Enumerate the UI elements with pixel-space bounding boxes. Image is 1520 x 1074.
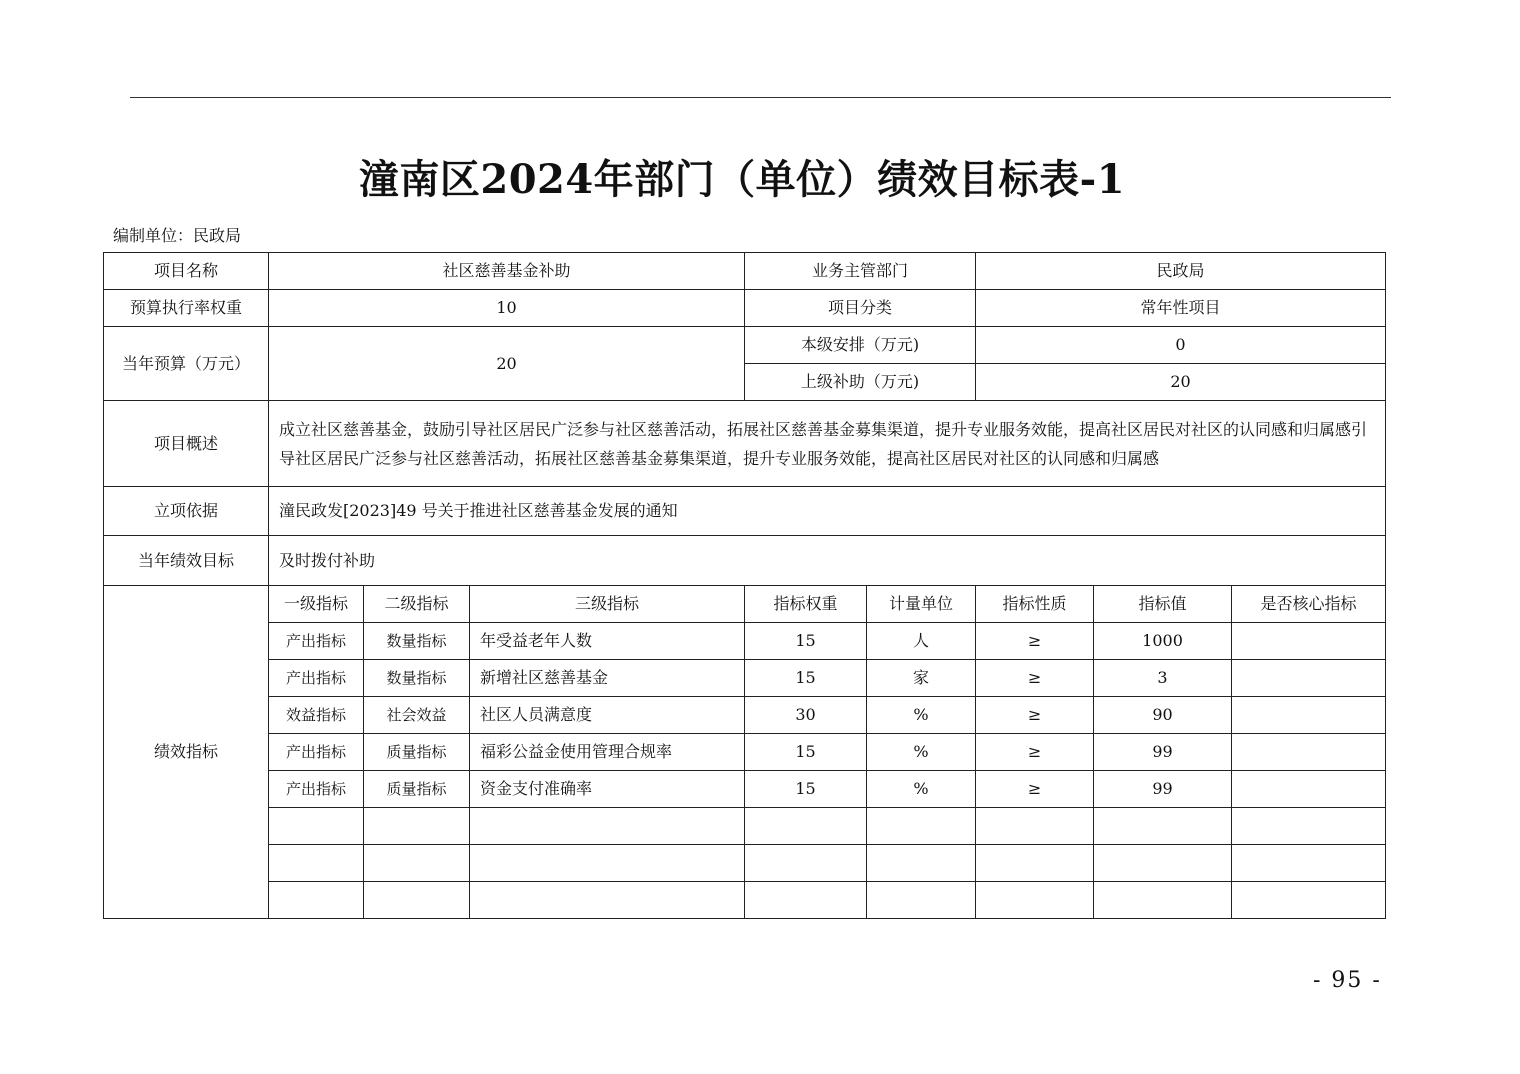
budget-label: 当年预算（万元） (104, 327, 269, 401)
indicator-nature-cell (976, 808, 1094, 845)
indicator-weight-cell: 15 (745, 660, 867, 697)
page-number: - 95 - (1313, 968, 1382, 993)
indicator-value-cell (1094, 808, 1232, 845)
indicator-row (104, 623, 1386, 660)
indicator-row (104, 845, 1386, 882)
indicator-level1-cell: 产出指标 (269, 623, 364, 660)
indicator-row (104, 882, 1386, 919)
indicator-value-cell: 1000 (1094, 623, 1232, 660)
indicator-level2-cell: 数量指标 (364, 660, 470, 697)
local-funding-label: 本级安排（万元) (745, 327, 976, 364)
indicator-core-cell (1232, 697, 1386, 734)
indicator-unit-cell: % (867, 697, 976, 734)
indicator-row (104, 771, 1386, 808)
indicator-section (104, 586, 1386, 919)
indicator-weight-cell (745, 845, 867, 882)
indicator-level1-cell (269, 882, 364, 919)
header-level1: 一级指标 (269, 586, 364, 623)
indicator-core-cell (1232, 771, 1386, 808)
page-title: 潼南区2024年部门（单位）绩效目标表-1 (358, 156, 1126, 203)
local-funding-value: 0 (976, 327, 1386, 364)
indicator-level3-cell: 资金支付准确率 (470, 771, 745, 808)
indicator-level3-cell (470, 882, 745, 919)
indicator-value-cell (1094, 845, 1232, 882)
execution-weight-value: 10 (269, 290, 745, 327)
indicator-level3-cell (470, 808, 745, 845)
project-info (104, 253, 1386, 586)
indicator-unit-cell: % (867, 734, 976, 771)
indicator-level3-cell: 福彩公益金使用管理合规率 (470, 734, 745, 771)
indicator-core-cell (1232, 660, 1386, 697)
indicator-unit-cell: 人 (867, 623, 976, 660)
indicator-weight-cell: 15 (745, 623, 867, 660)
upper-subsidy-value: 20 (976, 364, 1386, 401)
indicator-weight-cell (745, 808, 867, 845)
indicator-level3-cell: 年受益老年人数 (470, 623, 745, 660)
indicator-level2-cell: 质量指标 (364, 771, 470, 808)
indicator-level1-cell: 效益指标 (269, 697, 364, 734)
indicator-level1-cell (269, 845, 364, 882)
header-value: 指标值 (1094, 586, 1232, 623)
indicator-nature-cell (976, 882, 1094, 919)
indicator-value-cell (1094, 882, 1232, 919)
indicator-row (104, 734, 1386, 771)
header-core: 是否核心指标 (1232, 586, 1386, 623)
indicator-unit-cell (867, 845, 976, 882)
budget-value: 20 (269, 327, 745, 401)
indicator-level1-cell: 产出指标 (269, 660, 364, 697)
overview-label: 项目概述 (104, 401, 269, 487)
header-level2: 二级指标 (364, 586, 470, 623)
indicator-value-cell: 90 (1094, 697, 1232, 734)
indicator-nature-cell: ≥ (976, 697, 1094, 734)
indicator-level2-cell: 社会效益 (364, 697, 470, 734)
indicator-nature-cell (976, 845, 1094, 882)
indicator-section-label: 绩效指标 (104, 586, 269, 919)
upper-subsidy-label: 上级补助（万元) (745, 364, 976, 401)
indicator-weight-cell: 30 (745, 697, 867, 734)
indicator-level1-cell (269, 808, 364, 845)
indicator-core-cell (1232, 808, 1386, 845)
header-weight: 指标权重 (745, 586, 867, 623)
indicator-weight-cell: 15 (745, 734, 867, 771)
indicator-unit-cell: 家 (867, 660, 976, 697)
annual-goal-label: 当年绩效目标 (104, 536, 269, 586)
project-name-value: 社区慈善基金补助 (269, 253, 745, 290)
indicator-unit-cell: % (867, 771, 976, 808)
indicator-core-cell (1232, 734, 1386, 771)
compiling-unit: 编制单位：民政局 (113, 226, 242, 245)
indicator-level1-cell: 产出指标 (269, 771, 364, 808)
indicator-weight-cell (745, 882, 867, 919)
indicator-value-cell: 3 (1094, 660, 1232, 697)
indicator-level3-cell (470, 845, 745, 882)
department-label: 业务主管部门 (745, 253, 976, 290)
project-name-label: 项目名称 (104, 253, 269, 290)
indicator-header-row (104, 586, 1386, 623)
header-level3: 三级指标 (470, 586, 745, 623)
indicator-level2-cell: 质量指标 (364, 734, 470, 771)
execution-weight-label: 预算执行率权重 (104, 290, 269, 327)
basis-text: 潼民政发[2023]49 号关于推进社区慈善基金发展的通知 (269, 487, 1386, 536)
indicator-level2-cell (364, 808, 470, 845)
indicator-level3-cell: 社区人员满意度 (470, 697, 745, 734)
category-value: 常年性项目 (976, 290, 1386, 327)
indicator-nature-cell: ≥ (976, 734, 1094, 771)
indicator-core-cell (1232, 623, 1386, 660)
indicator-value-cell: 99 (1094, 771, 1232, 808)
department-value: 民政局 (976, 253, 1386, 290)
performance-target-table (103, 252, 1386, 919)
indicator-level1-cell: 产出指标 (269, 734, 364, 771)
indicator-value-cell: 99 (1094, 734, 1232, 771)
category-label: 项目分类 (745, 290, 976, 327)
annual-goal-text: 及时拨付补助 (269, 536, 1386, 586)
indicator-nature-cell: ≥ (976, 623, 1094, 660)
indicator-weight-cell: 15 (745, 771, 867, 808)
indicator-unit-cell (867, 808, 976, 845)
indicator-core-cell (1232, 845, 1386, 882)
header-unit: 计量单位 (867, 586, 976, 623)
indicator-level3-cell: 新增社区慈善基金 (470, 660, 745, 697)
basis-label: 立项依据 (104, 487, 269, 536)
indicator-nature-cell: ≥ (976, 660, 1094, 697)
indicator-row (104, 660, 1386, 697)
indicator-row (104, 808, 1386, 845)
indicator-unit-cell (867, 882, 976, 919)
indicator-nature-cell: ≥ (976, 771, 1094, 808)
indicator-row (104, 697, 1386, 734)
indicator-level2-cell (364, 882, 470, 919)
header-nature: 指标性质 (976, 586, 1094, 623)
overview-text: 成立社区慈善基金，鼓励引导社区居民广泛参与社区慈善活动，拓展社区慈善基金募集渠道，提升专业服务效能，提高社区居民对社区的认同感和归属感引导社区居民广泛参与社区慈善活动，拓展社区慈善基金募集渠道，提升专业服务效能，提高社区居民对社区的认同感和归属感 (269, 401, 1386, 487)
indicator-level2-cell (364, 845, 470, 882)
indicator-core-cell (1232, 882, 1386, 919)
header-rule (130, 97, 1391, 98)
indicator-level2-cell: 数量指标 (364, 623, 470, 660)
